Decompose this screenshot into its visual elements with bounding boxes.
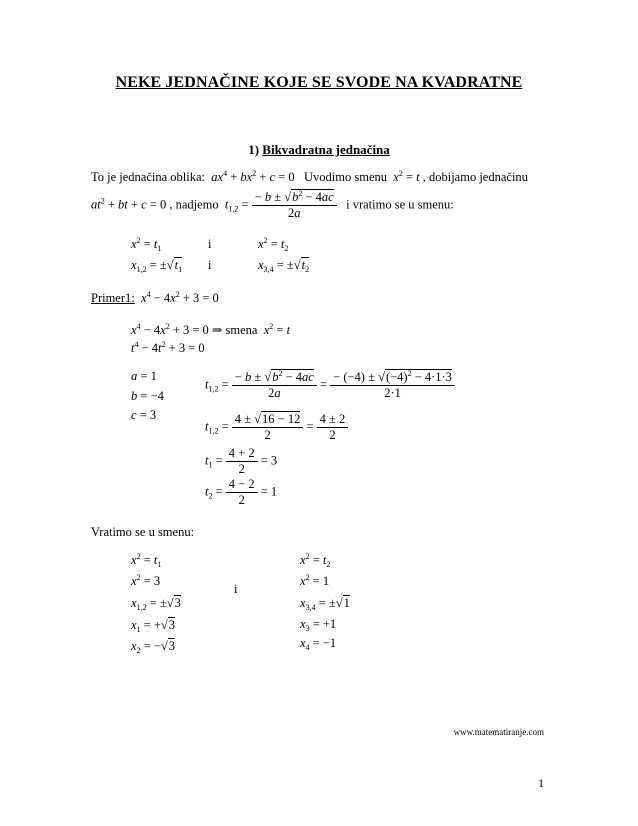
connector-i-3: i [234,582,238,596]
smena-word: smena [225,323,258,337]
example-heading: Primer1: $x^4 - 4x^2 + 3 = 0$ [91,290,219,305]
right-x3: $x_3 = +1$ [300,617,337,633]
left-x2-3: $x^2 = 3$ [131,573,161,588]
return-text: Vratimo se u smenu: [91,525,195,539]
t12-formula-substituted: $t_{1,2}$ = $\frac{- b \pm √b^2 - 4ac}{2a}$ = $\frac{- (-4) \pm √(-4)^2 - 4\cdot 1\cdot 3}{2\cdot 1}$ [205,370,455,401]
t1-value: $t_1$ = $\frac{4 + 2}{2}$ = 3 [205,446,278,476]
example-t-equation: $t^4 - 4t^2 + 3 = 0$ [131,340,205,355]
connector-i-2: i [208,258,212,272]
left-x12: $x_{1,2} = \pm√3$ [131,596,181,612]
left-x2-t1: $x^2 = t_1$ [131,552,162,569]
quadratic-formula: $\frac{- b \pm √b^2 - 4ac}{2a}$ [252,190,337,221]
t2-value: $t_2$ = $\frac{4 - 2}{2}$ = 1 [205,477,278,507]
intro-text-1: To je jednačina oblika: [91,170,206,184]
intro-line-2: $at^2$ + bt + c = 0 , nadjemo $t_{1,2}$ = $\frac{- b \pm √b^2 - 4ac}{2a}$ i vratimo se u smenu: [91,189,454,220]
example-label: Primer1: [91,291,135,305]
subst-x2-t2: $x^2 = t_2$ [258,236,289,253]
coef-a: a = 1 [131,369,157,383]
right-x2-1: $x^2 = 1$ [300,573,330,588]
x34-solution: $x_{3,4} = \pm√t_2$ [258,258,310,274]
intro-line-1: To je jednačina oblika: $ax^4 + bx^2 + c = 0$ Uvodimo smenu $x^2 = t$ , dobijamo jednačinu [91,169,528,184]
section-title: Bikvadratna jednačina [262,142,390,157]
intro-text-5: i vratimo se u smenu: [346,197,454,212]
footer-website: www.matematiranje.com [453,727,544,737]
intro-text-2: Uvodimo smenu [304,170,387,184]
section-number: 1) [248,142,260,157]
x12-solution: $x_{1,2} = \pm√t_1$ [131,258,183,274]
coef-b: b = −4 [131,389,164,403]
right-x4: $x_4 = -1$ [300,636,337,652]
right-x2-t2: $x^2 = t_2$ [300,552,331,569]
t12-simplified: $t_{1,2}$ = $\frac{4 \pm √16 - 12}{2}$ = $\frac{4 \pm 2}{2}$ [205,412,348,443]
intro-text-3: , dobijamo jednačinu [422,170,528,184]
right-x34: $x_{3,4} = \pm√1$ [300,596,350,612]
left-x2: $x_2 = -√3$ [131,639,176,655]
subst-x2-t1: $x^2 = t_1$ [131,236,162,253]
page-title: NEKE JEDNAČINE KOJE SE SVODE NA KVADRATNE [115,74,523,91]
page-number: 1 [538,776,544,790]
coef-c: c = 3 [131,408,157,422]
intro-text-4: , nadjemo [169,197,219,212]
left-x1: $x_1 = +√3$ [131,618,176,634]
example-substitution: $x^4 - 4x^2 + 3 = 0$ ⇒ smena $x^2 = t$ [131,322,291,337]
connector-i-1: i [208,237,212,251]
section-heading [0,142,638,158]
